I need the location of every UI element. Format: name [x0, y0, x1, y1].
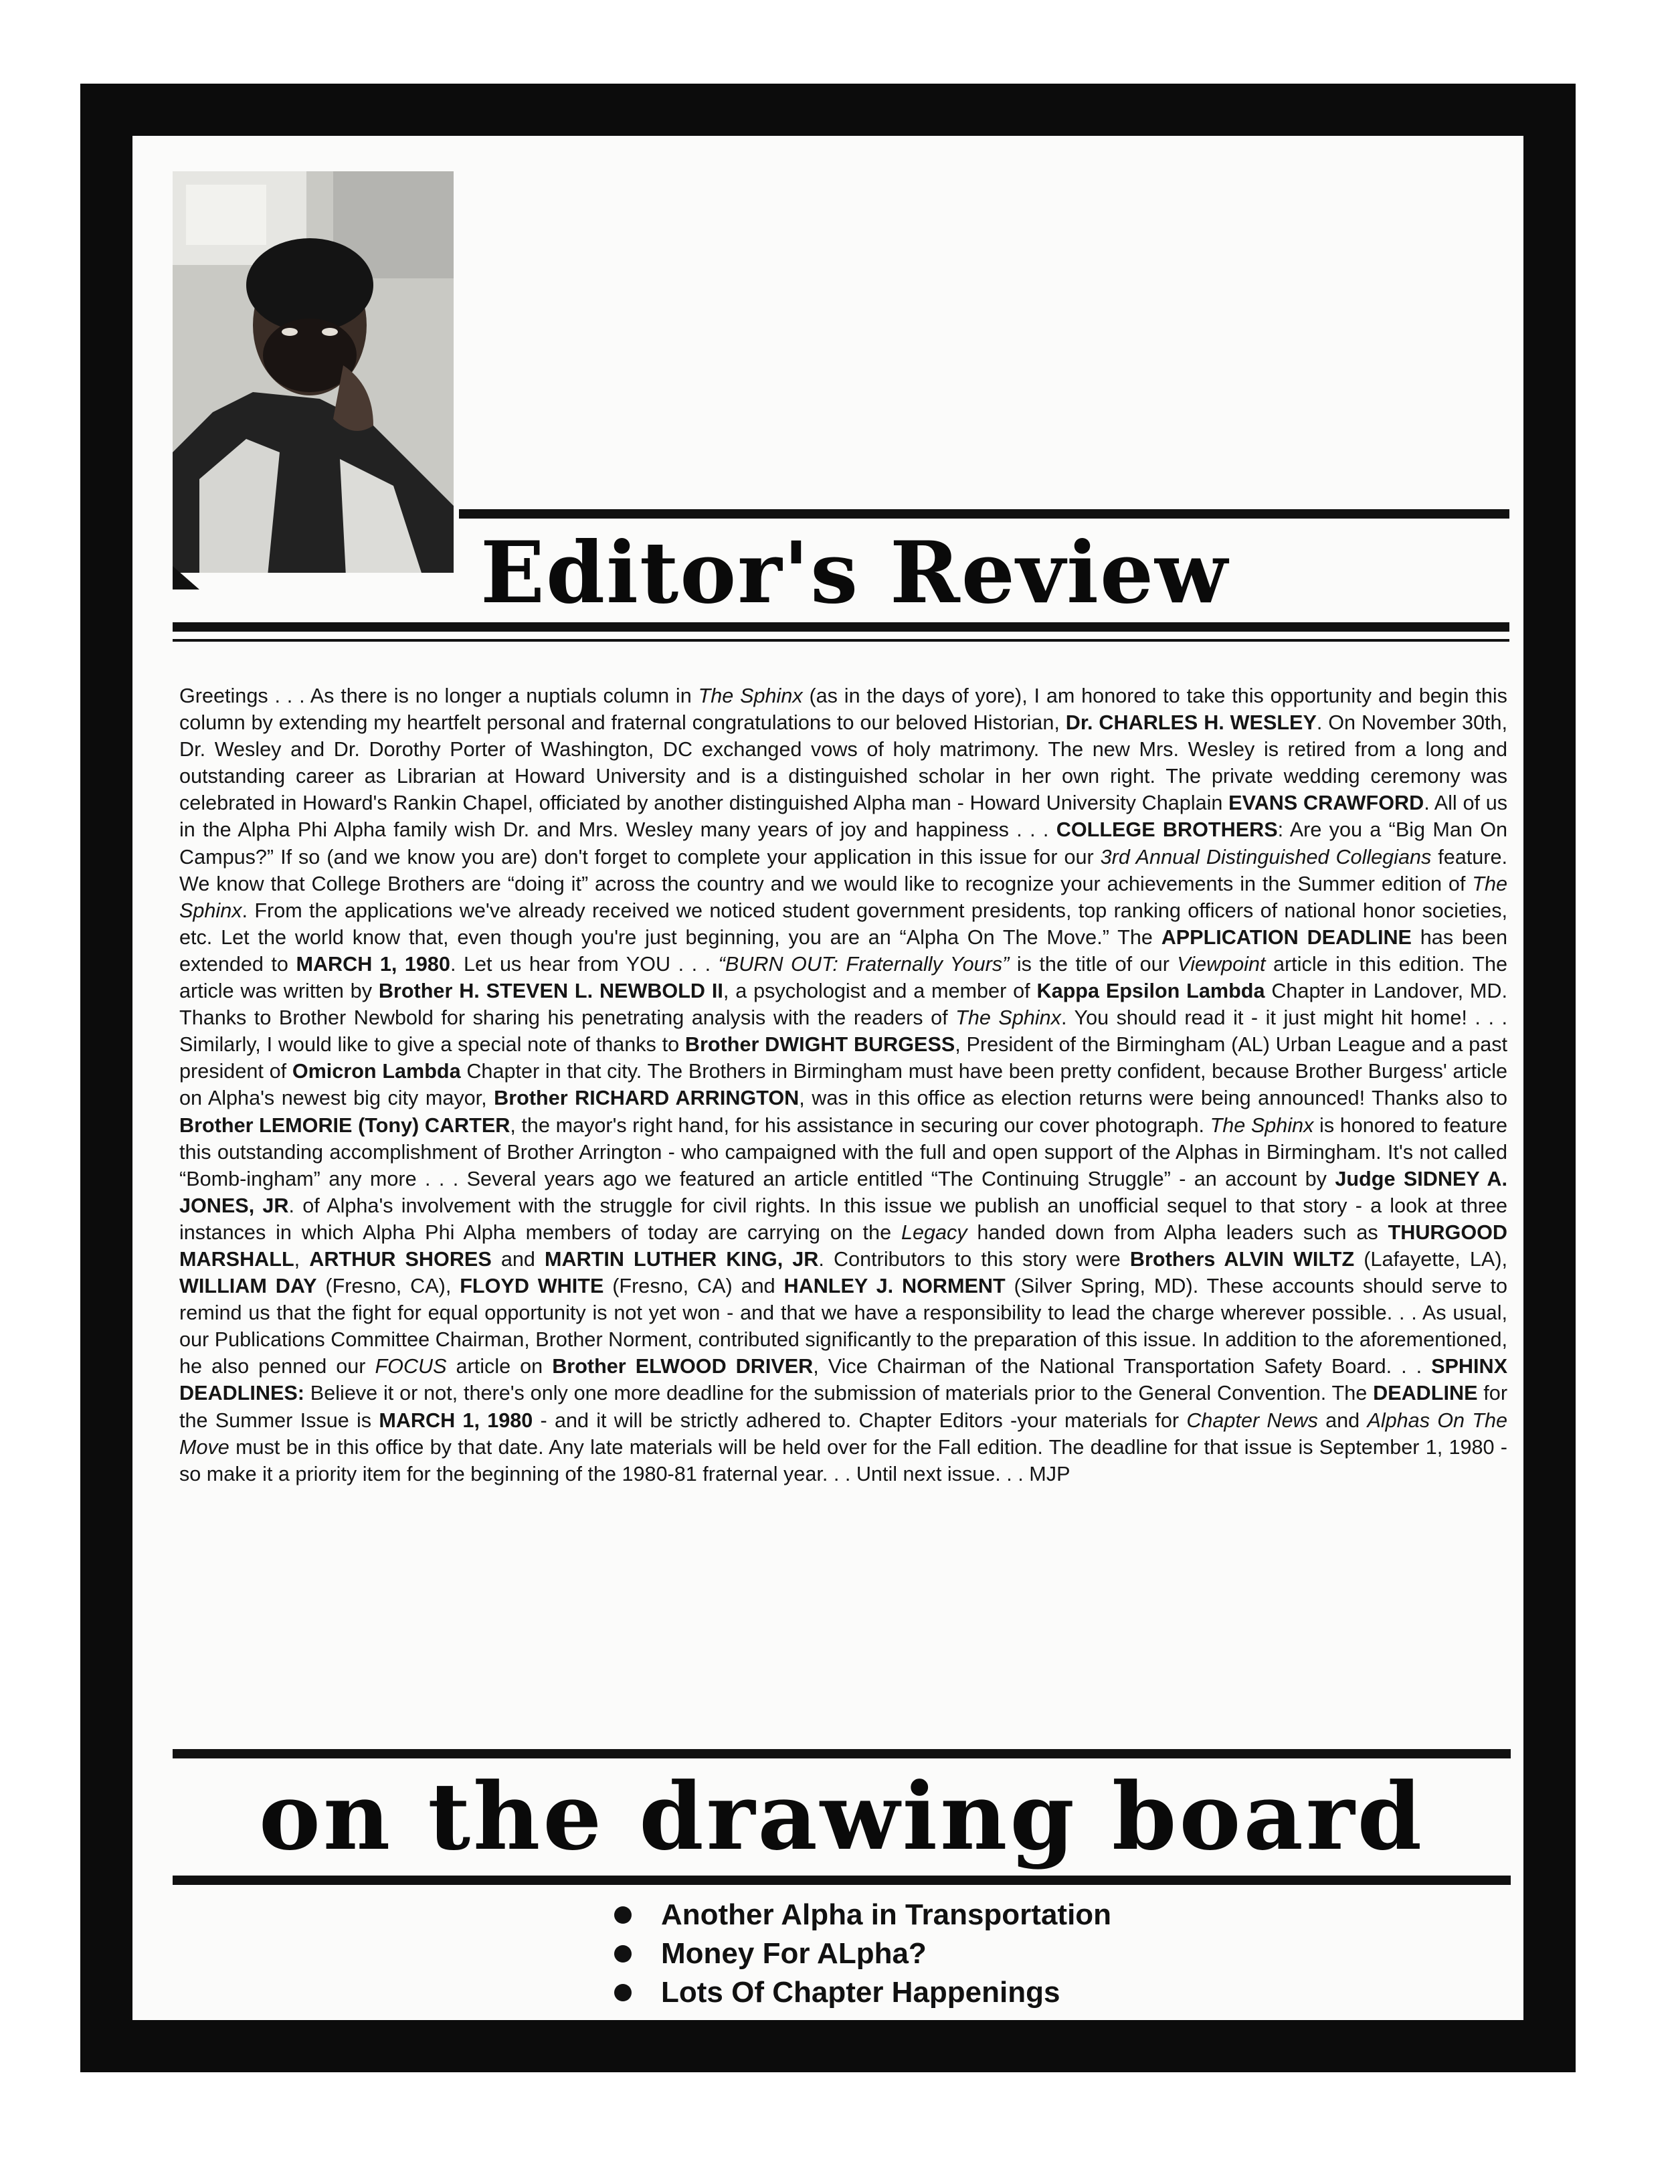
- editor-photo: [173, 171, 454, 589]
- text-run: has been extended to: [179, 925, 1507, 976]
- bold-text-run: Brother DWIGHT BURGESS: [684, 1033, 955, 1057]
- text-run: . Contributors to this story were: [818, 1247, 1130, 1271]
- list-item-label: Another Alpha in Transportation: [661, 1898, 1112, 1931]
- text-run: (Fresno, CA),: [316, 1275, 460, 1298]
- section-rule-upper: [173, 1749, 1511, 1758]
- list-item-label: Lots Of Chapter Happenings: [661, 1976, 1060, 2009]
- text-run: Greetings . . . As there is no longer a nuptials column in: [179, 685, 698, 707]
- bullet-icon: [614, 1984, 632, 2001]
- text-run: Believe it or not, there's only one more deadline for the submission of materials prior to the General Convention. The: [304, 1382, 1374, 1405]
- bold-text-run: Dr. CHARLES H. WESLEY: [1065, 711, 1317, 735]
- bold-text-run: Brother H. STEVEN L. NEWBOLD II: [378, 980, 723, 1003]
- italic-text-run: The Sphinx: [179, 872, 1507, 922]
- italic-text-run: FOCUS: [375, 1355, 447, 1378]
- header-rule-upper: [459, 509, 1509, 519]
- page-content: [132, 136, 1523, 2020]
- text-run: , Vice Chairman of the National Transportation Safety Board. . .: [813, 1355, 1432, 1378]
- text-run: , President of the Birmingham (AL) Urban League and a past president of: [179, 1033, 1507, 1083]
- bold-text-run: FLOYD WHITE: [460, 1275, 604, 1298]
- drawing-board-list: [614, 1896, 1111, 2012]
- bold-text-run: DEADLINE: [1373, 1382, 1478, 1405]
- text-run: must be in this office by that date. Any late materials will be held over for the Fall edition. The deadline for that issue is September 1, 1980 - so make it a priority item for the beginning of the 1980-81 fraternal year. . . Until next issue. . . MJP: [179, 1435, 1507, 1485]
- text-run: , a psychologist and a member of: [723, 980, 1037, 1003]
- bold-text-run: Brother LEMORIE (Tony) CARTER: [179, 1113, 510, 1137]
- italic-text-run: Alphas On The Move: [179, 1408, 1508, 1459]
- bold-text-run: WILLIAM DAY: [179, 1275, 317, 1298]
- header-rule-lower: [173, 622, 1509, 632]
- bold-text-run: SPHINX DEADLINES:: [179, 1355, 1508, 1405]
- italic-text-run: Chapter News: [1186, 1408, 1318, 1432]
- list-item: [614, 1934, 1111, 1973]
- bold-text-run: MARCH 1, 1980: [379, 1408, 533, 1432]
- section-rule-lower: [173, 1876, 1511, 1885]
- text-run: is honored to feature this outstanding accomplishment of Brother Arrington - who campaigned with the full and open support of the Alphas in Birmingham. It's not called “Bomb-ingham” any more . . . Several years ago we featured an article entitled “The Continuing Struggle” - an account by: [179, 1113, 1507, 1190]
- text-run: . Let us hear from YOU . . .: [450, 952, 719, 976]
- bold-text-run: Kappa Epsilon Lambda: [1036, 980, 1265, 1003]
- text-run: feature. We know that College Brothers are “doing it” across the country and we would like to recognize your achievements in the Summer edition of: [179, 845, 1507, 895]
- drawing-board-title: on the drawing board: [258, 1762, 1425, 1871]
- text-run: Chapter in that city. The Brothers in Birmingham must have been pretty confident, because Brother Burgess' article on Alpha's newest big city mayor,: [179, 1060, 1507, 1110]
- text-run: , the mayor's right hand, for his assistance in securing our cover photograph.: [510, 1113, 1210, 1137]
- bold-text-run: Omicron Lambda: [292, 1060, 461, 1083]
- bold-text-run: Judge SIDNEY A. JONES, JR: [179, 1167, 1508, 1217]
- editorial-body: [179, 682, 1507, 1487]
- text-run: (Lafayette, LA),: [1354, 1247, 1508, 1271]
- bold-text-run: THURGOOD MARSHALL: [179, 1220, 1508, 1271]
- black-border-frame: [80, 84, 1576, 2072]
- text-run: (Fresno, CA) and: [603, 1275, 784, 1298]
- text-run: and: [1317, 1408, 1368, 1432]
- bold-text-run: APPLICATION DEADLINE: [1161, 925, 1412, 949]
- text-run: . You should read it - it just might hit home! . . . Similarly, I would like to give a special note of thanks to: [179, 1006, 1507, 1057]
- bullet-icon: [614, 1945, 632, 1963]
- text-run: (as in the days of yore), I am honored to take this opportunity and begin this column by extending my heartfelt personal and fraternal congratulations to our beloved Historian,: [179, 685, 1507, 735]
- bold-text-run: Brother RICHARD ARRINGTON: [494, 1087, 800, 1110]
- text-run: and: [491, 1247, 545, 1271]
- text-run: . On November 30th, Dr. Wesley and Dr. Dorothy Porter of Washington, DC exchanged vows of holy matrimony. The new Mrs. Wesley is retired from a long and outstanding career as Librarian at Howard University and is a distinguished scholar in her own right. The private wedding ceremony was celebrated in Howard's Rankin Chapel, officiated by another distinguished Alpha man - Howard University Chaplain: [179, 711, 1508, 815]
- text-run: Chapter in Landover, MD. Thanks to Brother Newbold for sharing his penetrating analysis with the readers of: [179, 980, 1508, 1030]
- bold-text-run: Brother ELWOOD DRIVER: [552, 1355, 814, 1378]
- text-run: for the Summer Issue is: [179, 1382, 1508, 1432]
- text-run: article on: [446, 1355, 553, 1378]
- text-run: , was in this office as election returns were being announced! Thanks also to: [799, 1087, 1507, 1110]
- bold-text-run: EVANS CRAWFORD: [1228, 792, 1424, 815]
- italic-text-run: “BURN OUT: Fraternally Yours”: [718, 952, 1010, 976]
- text-run: is the title of our: [1009, 952, 1178, 976]
- text-run: : Are you a “Big Man On Campus?” If so (and we know you are) don't forget to complete your application in this issue for our: [179, 818, 1508, 869]
- bold-text-run: Brothers ALVIN WILTZ: [1129, 1247, 1355, 1271]
- bold-text-run: HANLEY J. NORMENT: [783, 1275, 1006, 1298]
- bold-text-run: MARCH 1, 1980: [296, 952, 450, 976]
- bold-text-run: ARTHUR SHORES: [309, 1247, 492, 1271]
- text-run: . From the applications we've already received we noticed student government presidents, top ranking officers of national honor societies, etc. Let the world know that, even though you're just beginning, you are an “Alpha On The Move.” The: [179, 899, 1507, 949]
- italic-text-run: The Sphinx: [698, 685, 803, 707]
- list-item-label: Money For ALpha?: [661, 1937, 927, 1970]
- page-title: Editor's Review: [480, 523, 1229, 622]
- italic-text-run: Viewpoint: [1177, 952, 1266, 976]
- text-run: . of Alpha's involvement with the struggle for civil rights. In this issue we publish an unofficial sequel to that story - a look at three instances in which Alpha Phi Alpha members of today are carrying on the: [179, 1194, 1508, 1244]
- bold-text-run: COLLEGE BROTHERS: [1056, 818, 1278, 842]
- italic-text-run: The Sphinx: [1210, 1113, 1314, 1137]
- text-run: . All of us in the Alpha Phi Alpha family wish Dr. and Mrs. Wesley many years of joy and happiness . . .: [179, 792, 1508, 842]
- editor-photo-image: [173, 171, 454, 589]
- italic-text-run: The Sphinx: [955, 1006, 1061, 1030]
- list-item: [614, 1973, 1111, 2012]
- text-run: (Silver Spring, MD). These accounts should serve to remind us that the fight for equal opportunity is not yet won - and that we have a responsibility to lead the charge wherever possible. . . As usual, our Publications Committee Chairman, Brother Norment, contributed significantly to the preparation of this issue. In addition to the aforementioned, he also penned our: [179, 1275, 1507, 1378]
- italic-text-run: Legacy: [901, 1220, 967, 1244]
- bold-text-run: MARTIN LUTHER KING, JR: [544, 1247, 819, 1271]
- bullet-icon: [614, 1906, 632, 1924]
- text-run: - and it will be strictly adhered to. Chapter Editors -your materials for: [533, 1408, 1187, 1432]
- text-run: article in this edition. The article was written by: [179, 952, 1507, 1003]
- text-run: handed down from Alpha leaders such as: [967, 1220, 1388, 1244]
- italic-text-run: 3rd Annual Distinguished Collegians: [1100, 845, 1432, 869]
- header-rule-thin: [173, 639, 1509, 642]
- list-item: [614, 1896, 1111, 1934]
- text-run: ,: [294, 1247, 310, 1271]
